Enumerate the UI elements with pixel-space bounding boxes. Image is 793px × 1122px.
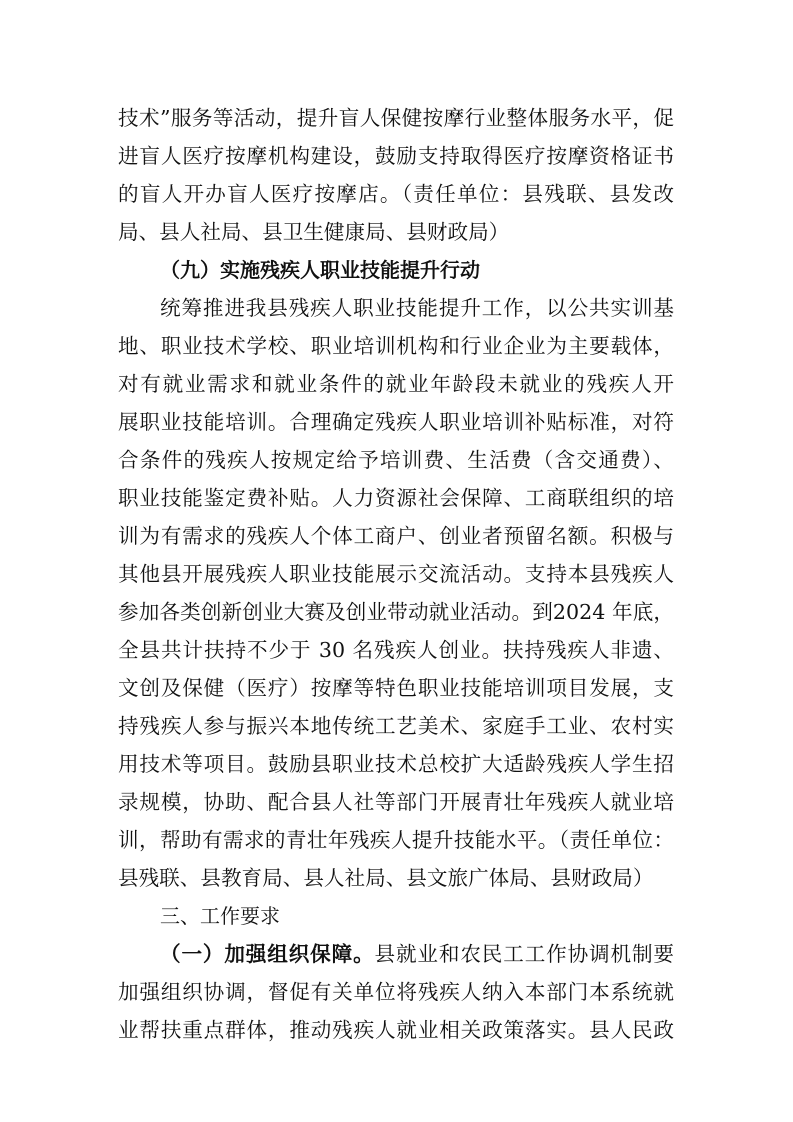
text-line: 录规模，协助、配合县人社等部门开展青壮年残疾人就业培 [118, 790, 674, 814]
text-line: 训为有需求的残疾人个体工商户、创业者预留名额。积极与 [118, 524, 674, 548]
document-body [118, 99, 674, 1049]
text-line: 文创及保健（医疗）按摩等特色职业技能培训项目发展，支 [118, 676, 674, 700]
text-line: 统筹推进我县残疾人职业技能提升工作，以公共实训基 [160, 296, 674, 320]
text-line-with-lead [118, 935, 674, 973]
text-line: 合条件的残疾人按规定给予培训费、生活费（含交通费）、 [118, 448, 674, 472]
text-line: 业帮扶重点群体，推动残疾人就业相关政策落实。县人民政 [118, 1018, 674, 1042]
text-line: 加强组织协调，督促有关单位将残疾人纳入本部门本系统就 [118, 980, 674, 1004]
lead-rest-text: 县就业和农民工工作协调机制要 [374, 942, 675, 966]
text-line: 局、县人社局、县卫生健康局、县财政局） [118, 220, 510, 244]
text-line: 对有就业需求和就业条件的就业年龄段未就业的残疾人开 [118, 372, 674, 396]
text-line: 其他县开展残疾人职业技能展示交流活动。支持本县残疾人 [118, 562, 674, 586]
text-line: 参加各类创新创业大赛及创业带动就业活动。到2024 年底， [118, 600, 674, 624]
paragraph-block-1 [118, 99, 674, 251]
text-line: 用技术等项目。鼓励县职业技术总校扩大适龄残疾人学生招 [118, 752, 674, 776]
text-line: 进盲人医疗按摩机构建设，鼓励支持取得医疗按摩资格证书 [118, 144, 674, 168]
text-line: 县残联、县教育局、县人社局、县文旅广体局、县财政局） [118, 866, 654, 890]
text-line: 地、职业技术学校、职业培训机构和行业企业为主要载体， [118, 334, 674, 358]
text-line: 的盲人开办盲人医疗按摩店。（责任单位：县残联、县发改 [118, 182, 674, 206]
bold-lead-text: （一）加强组织保障。 [160, 942, 375, 966]
section-3-heading: 三、工作要求 [160, 904, 280, 928]
paragraph-block-2 [118, 289, 674, 897]
text-line: 持残疾人参与振兴本地传统工艺美术、家庭手工业、农村实 [118, 714, 674, 738]
text-line: 训，帮助有需求的青壮年残疾人提升技能水平。（责任单位： [118, 828, 674, 852]
text-line: 职业技能鉴定费补贴。人力资源社会保障、工商联组织的培 [118, 486, 674, 510]
paragraph-block-3 [118, 935, 674, 1049]
text-line: 全县共计扶持不少于 30 名残疾人创业。扶持残疾人非遗、 [118, 638, 674, 662]
section-9-heading: （九）实施残疾人职业技能提升行动 [160, 258, 480, 282]
text-line: 技术”服务等活动，提升盲人保健按摩行业整体服务水平，促 [118, 106, 674, 130]
text-line: 展职业技能培训。合理确定残疾人职业培训补贴标准，对符 [118, 410, 674, 434]
